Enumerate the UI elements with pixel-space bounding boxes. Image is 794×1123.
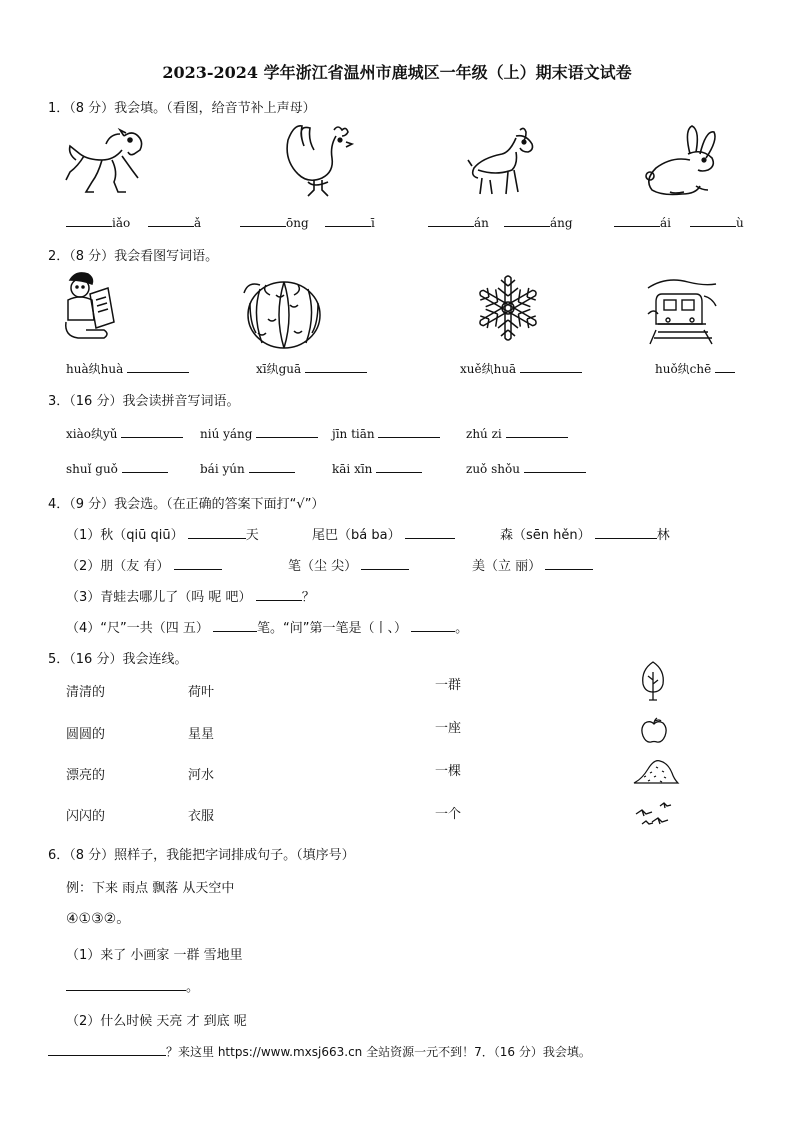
- answer-blank[interactable]: [545, 557, 593, 570]
- q2-item-4[interactable]: [655, 360, 735, 377]
- q6-item-1-answer[interactable]: [66, 976, 199, 995]
- q4-option-text: （2）朋（友 有）: [66, 559, 170, 574]
- q1-syllable: ái: [660, 216, 671, 230]
- answer-blank[interactable]: [411, 619, 455, 632]
- q6-example: 例：下来 雨点 飘落 从天空中: [66, 881, 235, 896]
- q4-line-2c: [472, 555, 593, 574]
- q1-blank-5[interactable]: [428, 214, 489, 230]
- match-measure-1[interactable]: 一群: [435, 678, 462, 693]
- q3-pinyin: zhú zi: [466, 427, 502, 441]
- footer-line: [48, 1043, 591, 1060]
- q3-row2-item-3[interactable]: [332, 460, 422, 476]
- answer-blank[interactable]: [174, 557, 222, 570]
- q3-row1-item-1[interactable]: [66, 425, 183, 442]
- q3-pinyin: bái yún: [200, 462, 245, 476]
- q4-option-text: （3）青蛙去哪儿了（吗 呢 吧）: [66, 590, 252, 605]
- match-middle-3[interactable]: 河水: [188, 768, 215, 783]
- q2-heading: 2．（8 分）我会看图写词语。: [48, 249, 219, 264]
- q4-option-text: （4）“尺”一共（四 五）: [66, 621, 209, 636]
- rooster-icon: [278, 122, 358, 200]
- q3-pinyin: jīn tiān: [332, 427, 375, 441]
- q1-blank-1[interactable]: [66, 214, 130, 230]
- q5-heading: 5．（16 分）我会连线。: [48, 652, 188, 667]
- q4-option-text: ？: [301, 590, 315, 605]
- answer-blank[interactable]: [361, 557, 409, 570]
- q3-row2-item-1[interactable]: [66, 460, 168, 476]
- q3-row2-item-4[interactable]: [466, 460, 586, 476]
- q2-item-3[interactable]: [460, 360, 582, 377]
- q4-option-text: 天: [245, 528, 259, 543]
- q6-item-2: （2）什么时候 天亮 才 到底 呢: [66, 1014, 247, 1029]
- q1-blank-3[interactable]: [240, 214, 309, 230]
- page-title: 2023-2024 学年浙江省温州市鹿城区一年级（上）期末语文试卷: [162, 63, 632, 82]
- q2-item-2[interactable]: [256, 360, 367, 377]
- answer-blank[interactable]: [595, 526, 657, 539]
- q3-row1-item-3[interactable]: [332, 425, 440, 441]
- q2-pinyin: huà纨huà: [66, 362, 124, 376]
- q2-pinyin: huǒ纨chē: [655, 362, 712, 376]
- watermelon-icon: [238, 275, 324, 351]
- match-left-2[interactable]: 圆圆的: [66, 727, 106, 742]
- answer-blank[interactable]: [213, 619, 257, 632]
- q3-pinyin: niú yáng: [200, 427, 253, 441]
- answer-blank[interactable]: [405, 526, 455, 539]
- q3-row1-item-2[interactable]: [200, 425, 318, 441]
- q4-line-3: [66, 586, 315, 605]
- snowflake-icon: [472, 272, 544, 344]
- q2-item-1[interactable]: [66, 360, 189, 377]
- q1-blank-8[interactable]: [690, 214, 744, 230]
- q4-option-text: 尾巴（bá ba）: [312, 528, 401, 543]
- q3-heading: 3．（16 分）我会读拼音写词语。: [48, 394, 240, 409]
- q1-blank-4[interactable]: [325, 214, 375, 230]
- q2-pinyin: xī纨guā: [256, 362, 302, 376]
- q3-pinyin: zuǒ shǒu: [466, 462, 520, 476]
- q3-row2-item-2[interactable]: [200, 460, 295, 476]
- match-left-4[interactable]: 闪闪的: [66, 809, 106, 824]
- q4-heading: 4．（9 分）我会选。（在正确的答案下面打“√”）: [48, 497, 325, 512]
- q4-line-1c: [500, 524, 670, 543]
- q1-syllable: ī: [371, 216, 375, 230]
- horse-icon: [62, 126, 150, 200]
- q4-line-2b: [288, 555, 409, 574]
- q6-heading: 6．（8 分）照样子，我能把字词排成句子。（填序号）: [48, 848, 355, 863]
- q3-pinyin: kāi xīn: [332, 462, 373, 476]
- q1-syllable: iǎo: [112, 216, 131, 230]
- match-middle-4[interactable]: 衣服: [188, 809, 215, 824]
- goat-icon: [464, 124, 544, 198]
- q4-option-text: 森（sēn hěn）: [500, 528, 591, 543]
- q4-line-1: [66, 524, 259, 543]
- birds-icon[interactable]: [634, 800, 674, 830]
- q1-syllable: ù: [736, 216, 744, 230]
- q1-blank-6[interactable]: [504, 214, 573, 230]
- q4-option-text: 林: [656, 528, 670, 543]
- match-measure-3[interactable]: 一棵: [435, 764, 462, 779]
- hill-icon[interactable]: [632, 755, 680, 787]
- q1-blank-2[interactable]: [148, 214, 201, 230]
- q4-line-1b: [312, 524, 455, 543]
- match-measure-4[interactable]: 一个: [435, 807, 462, 822]
- match-measure-2[interactable]: 一座: [435, 721, 462, 736]
- q1-syllable: án: [474, 216, 489, 230]
- answer-blank[interactable]: [188, 526, 246, 539]
- q4-line-2: [66, 555, 222, 574]
- q6-item-2-answer[interactable]: [48, 1043, 166, 1056]
- q1-heading: 1．（8 分）我会填。（看图，给音节补上声母）: [48, 101, 316, 116]
- q4-option-text: 笔（尘 尖）: [288, 559, 358, 574]
- q3-pinyin: xiào纨yǔ: [66, 427, 118, 441]
- q6-example-answer: ④①③②。: [66, 911, 131, 927]
- match-middle-1[interactable]: 荷叶: [188, 685, 215, 700]
- q1-syllable: áng: [550, 216, 573, 230]
- apple-icon[interactable]: [640, 716, 668, 744]
- tree-icon[interactable]: [640, 660, 666, 702]
- reading-boy-icon: [62, 270, 118, 342]
- q4-option-text: 。: [455, 621, 469, 636]
- q4-option-text: 美（立 丽）: [472, 559, 542, 574]
- q2-pinyin: xuě纨huā: [460, 362, 517, 376]
- q6-period: 。: [186, 980, 200, 995]
- q1-blank-7[interactable]: [614, 214, 671, 230]
- match-middle-2[interactable]: 星星: [188, 727, 215, 742]
- q1-syllable: ǎ: [194, 216, 202, 230]
- q4-line-4: [66, 617, 468, 636]
- q3-row1-item-4[interactable]: [466, 425, 568, 441]
- q4-option-text: （1）秋（qiū qiū）: [66, 528, 184, 543]
- answer-blank[interactable]: [256, 588, 302, 601]
- footer-text: ？来这里 https://www.mxsj663.cn 全站资源一元不到！7．（16 分）我会填。: [166, 1045, 591, 1059]
- rabbit-icon: [640, 124, 724, 200]
- q3-pinyin: shuǐ guǒ: [66, 462, 118, 476]
- q1-syllable: ōng: [286, 216, 309, 230]
- match-left-1[interactable]: 清清的: [66, 685, 106, 700]
- q4-option-text: 笔。“问”第一笔是（丨、）: [257, 621, 407, 636]
- match-left-3[interactable]: 漂亮的: [66, 768, 106, 783]
- train-icon: [644, 274, 720, 346]
- q6-item-1: （1）来了 小画家 一群 雪地里: [66, 948, 243, 963]
